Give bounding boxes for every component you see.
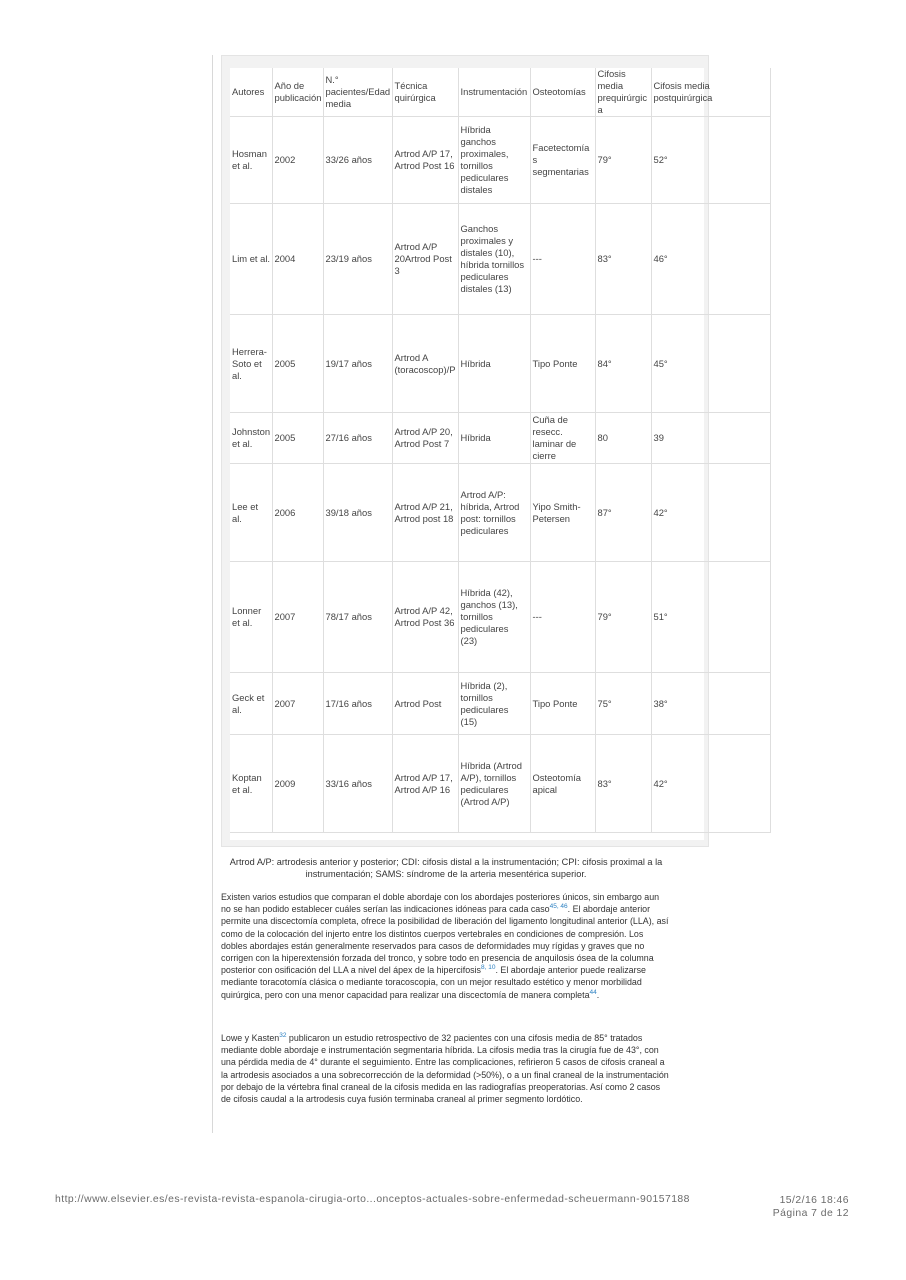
table-cell: 33/16 años: [323, 735, 392, 833]
table-cell: 79°: [595, 562, 651, 673]
table-cell: Ganchos proximales y distales (10), híbrida tornillos pediculares distales (13): [458, 204, 530, 315]
table-cell: 46°: [651, 204, 770, 315]
table-cell: Híbrida: [458, 315, 530, 413]
table-cell: Geck et al.: [230, 673, 272, 735]
table-cell: Hosman et al.: [230, 117, 272, 204]
table-cell: 83°: [595, 735, 651, 833]
table-cell: 2005: [272, 413, 323, 464]
table-cell: 45°: [651, 315, 770, 413]
footer-url: http://www.elsevier.es/es-revista-revista-espanola-cirugia-orto...onceptos-actuales-sobre-enfermedad-scheuermann-90157188: [55, 1194, 690, 1205]
table-cell: Híbrida (2), tornillos pediculares (15): [458, 673, 530, 735]
table-cell: 23/19 años: [323, 204, 392, 315]
paragraph-text: . El abordaje anterior puede realizarse mediante toracotomía clásica o mediante toracoscopia, con un mejor resultado estético y menor morbilidad quirúrgica, pero con una menor capacidad para realizar una discectomía de manera completa: [221, 965, 646, 1000]
table-cell: 19/17 años: [323, 315, 392, 413]
footer-datetime: 15/2/16 18:46: [779, 1195, 849, 1206]
table-cell: Osteotomía apical: [530, 735, 595, 833]
table-cell: ---: [530, 562, 595, 673]
header-cell-cifosis-post: Cifosis media postquirúrgica: [651, 68, 770, 117]
table-cell: Artrod Post: [392, 673, 458, 735]
paragraph-text: publicaron un estudio retrospectivo de 32 pacientes con una cifosis media de 85° tratados mediante doble abordaje e instrumentación segmentaria híbrida. La cifosis media tras la cirugía fue de 43°, con una pérdida media de 4° durante el seguimiento. Entre las complicaciones, refirieron 5 casos de cifosis craneal a la artrodesis asociados a una sobrecorrección de la deformidad (>50%), o a un final craneal de la instrumentación por debajo de la vértebra final craneal de la cifosis medida en las radiografías preoperatorias. Así como 2 casos de cifosis caudal a la artrodesis cuya fusión terminaba craneal al primer segmento lordótico.: [221, 1033, 669, 1105]
paragraph-text: Existen varios estudios que comparan el doble abordaje con los abordajes posteriores únicos, sin embargo aun no se han podido establecer cuáles serían las indicaciones idóneas para cada caso: [221, 892, 660, 915]
table-cell: 39/18 años: [323, 464, 392, 562]
table-header-row: [230, 68, 770, 117]
table-cell: 17/16 años: [323, 673, 392, 735]
table-row: [230, 673, 770, 735]
table-cell: Johnston et al.: [230, 413, 272, 464]
table-cell: Artrod A/P: híbrida, Artrod post: tornillos pediculares: [458, 464, 530, 562]
table-container: [221, 55, 713, 847]
table-cell: Facetectomías segmentarias: [530, 117, 595, 204]
table-cell: 2002: [272, 117, 323, 204]
table-caption: Artrod A/P: artrodesis anterior y posterior; CDI: cifosis distal a la instrumentación; CPI: cifosis proximal a la instrumentación; SAMS: síndrome de la arteria mesentérica superior.: [229, 857, 663, 879]
table-cell: 2004: [272, 204, 323, 315]
table-cell: 42°: [651, 464, 770, 562]
table-cell: 38°: [651, 673, 770, 735]
table-cell: 80: [595, 413, 651, 464]
table-cell: Artrod A/P 17, Artrod A/P 16: [392, 735, 458, 833]
table-cell: Herrera- Soto et al.: [230, 315, 272, 413]
table-cell: Artrod A/P 42, Artrod Post 36: [392, 562, 458, 673]
table-cell: 51°: [651, 562, 770, 673]
table-cell: Artrod A/P 20Artrod Post 3: [392, 204, 458, 315]
reference-link[interactable]: 45, 46: [549, 903, 568, 911]
footer-meta: [712, 1194, 849, 1221]
table-cell: 87°: [595, 464, 651, 562]
paragraph-text: .: [596, 989, 600, 1000]
table-cell: Lonner et al.: [230, 562, 272, 673]
left-margin-rule: [212, 55, 213, 1133]
header-cell-autores: Autores: [230, 68, 272, 117]
paragraph-text: . El abordaje anterior permite una discectomía completa, ofrece la posibilidad de liberación del ligamento longitudinal anterior (LLA), así como de la colocación del injerto entre los distintos cuerpos vertebrales en condiciones de compresión. Los dobles abordajes están generalmente reservados para casos de deformidades muy rígidas y graves que no corrigen con la hiperextensión forzada del tronco, y sobre todo en presencia de anquilosis ósea de la columna posterior con osificación del LLA a nivel del ápex de la hipercifosis: [221, 904, 669, 976]
table-cell: Cuña de resecc. laminar de cierre: [530, 413, 595, 464]
table-cell: Artrod A/P 21, Artrod post 18: [392, 464, 458, 562]
table-cell: Híbrida (Artrod A/P), tornillos pediculares (Artrod A/P): [458, 735, 530, 833]
table-cell: Yipo Smith- Petersen: [530, 464, 595, 562]
footer-page-number: Página 7 de 12: [772, 1208, 849, 1220]
table-cell: Híbrida ganchos proximales, tornillos pediculares distales: [458, 117, 530, 204]
table-cell: Tipo Ponte: [530, 315, 595, 413]
table-cell: 2007: [272, 673, 323, 735]
header-cell-tecnica: Técnica quirúrgica: [392, 68, 458, 117]
table-cell: Koptan et al.: [230, 735, 272, 833]
paragraph-text: Lowe y Kasten: [221, 1033, 280, 1043]
table-row: [230, 413, 770, 464]
table-row: [230, 464, 770, 562]
table-row: [230, 562, 770, 673]
reference-link[interactable]: 8, 10: [481, 964, 496, 972]
header-cell-instrumentacion: Instrumentación: [458, 68, 530, 117]
body-paragraph-1: [221, 891, 671, 1001]
table-cell: 2006: [272, 464, 323, 562]
table-cell: 79°: [595, 117, 651, 204]
table-cell: ---: [530, 204, 595, 315]
table-cell: Artrod A (toracoscop)/P: [392, 315, 458, 413]
table-cell: 84°: [595, 315, 651, 413]
table-cell: 27/16 años: [323, 413, 392, 464]
table-row: [230, 735, 770, 833]
header-cell-ano-publicacion: Año de publicación: [272, 68, 323, 117]
reference-link[interactable]: 44: [589, 988, 597, 996]
table-cell: 2007: [272, 562, 323, 673]
table-cell: 33/26 años: [323, 117, 392, 204]
table-cell: Tipo Ponte: [530, 673, 595, 735]
table-cell: 83°: [595, 204, 651, 315]
table-cell: Híbrida: [458, 413, 530, 464]
table-cell: 42°: [651, 735, 770, 833]
table-cell: 2009: [272, 735, 323, 833]
table-cell: 75°: [595, 673, 651, 735]
header-cell-pacientes-edad: N.° pacientes/Edad media: [323, 68, 392, 117]
table-scroll-area[interactable]: [230, 68, 713, 840]
table-cell: Lim et al.: [230, 204, 272, 315]
table-cell: Lee et al.: [230, 464, 272, 562]
table-cell: Artrod A/P 20, Artrod Post 7: [392, 413, 458, 464]
table-cell: 2005: [272, 315, 323, 413]
table-cell: Híbrida (42), ganchos (13), tornillos pediculares (23): [458, 562, 530, 673]
table-cell: Artrod A/P 17, Artrod Post 16: [392, 117, 458, 204]
table-cell: 52°: [651, 117, 770, 204]
table-cell: 78/17 años: [323, 562, 392, 673]
table-row: [230, 117, 770, 204]
table-row: [230, 315, 770, 413]
reference-link[interactable]: 32: [279, 1032, 287, 1040]
table-row: [230, 204, 770, 315]
surgical-results-table: [230, 68, 771, 833]
header-cell-cifosis-pre: Cifosis media prequirúrgica: [595, 68, 651, 117]
header-cell-osteotomias: Osteotomías: [530, 68, 595, 117]
body-paragraph-2: [221, 1032, 671, 1105]
table-cell: 39: [651, 413, 770, 464]
